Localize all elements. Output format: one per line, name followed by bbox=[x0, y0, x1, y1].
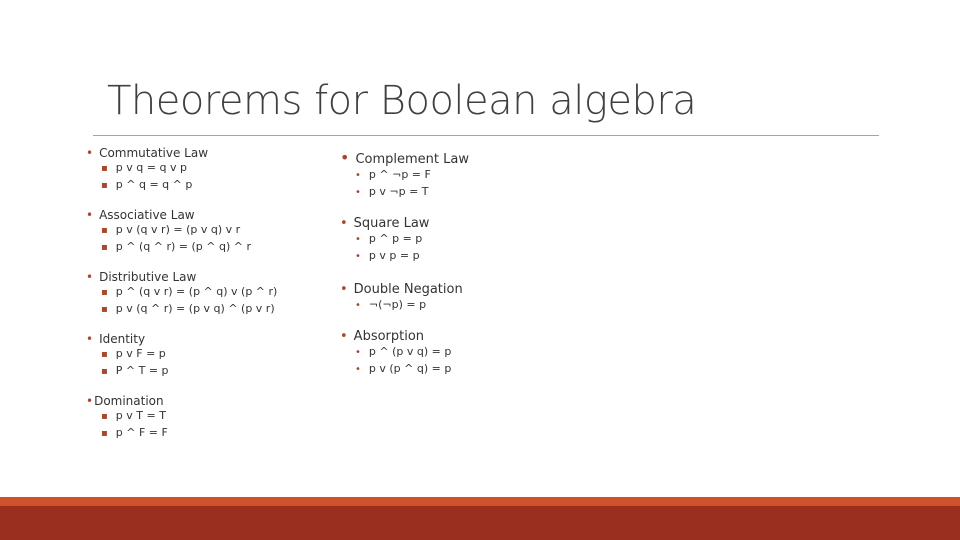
bullet-icon: ▪ bbox=[101, 304, 108, 315]
bullet-icon: • bbox=[355, 187, 361, 198]
bullet-icon: ▪ bbox=[101, 366, 108, 377]
law-absorption bbox=[340, 329, 451, 378]
footer-stripe bbox=[0, 497, 960, 506]
law-item: • ¬(¬p) = p bbox=[355, 298, 427, 311]
bullet-icon: • bbox=[340, 216, 348, 231]
slide-title: Theorems for Boolean algebra bbox=[107, 78, 697, 124]
bullet-icon: ▪ bbox=[101, 287, 108, 298]
footer-bar bbox=[0, 497, 960, 540]
bullet-icon: ▪ bbox=[101, 242, 108, 253]
bullet-icon: ▪ bbox=[101, 428, 108, 439]
law-heading: Domination bbox=[94, 394, 164, 408]
law-item: • p ^ (p v q) = p bbox=[355, 345, 452, 358]
law-heading: Associative Law bbox=[99, 208, 195, 222]
law-item: ▪ p v (q v r) = (p v q) v r bbox=[101, 223, 241, 236]
law-item: ▪ p ^ (q ^ r) = (p ^ q) ^ r bbox=[101, 240, 251, 253]
law-item: • p ^ p = p bbox=[355, 232, 423, 245]
bullet-icon: • bbox=[355, 300, 361, 311]
law-item: • p v ¬p = T bbox=[355, 185, 429, 198]
bullet-icon: • bbox=[355, 364, 361, 375]
law-heading: Absorption bbox=[353, 329, 425, 344]
law-item: ▪ p v T = T bbox=[101, 409, 166, 422]
law-heading: Identity bbox=[99, 332, 146, 346]
law-square bbox=[340, 216, 429, 265]
law-distributive bbox=[86, 270, 277, 318]
law-item: • p v (p ^ q) = p bbox=[355, 362, 452, 375]
bullet-icon: ▪ bbox=[101, 411, 108, 422]
bullet-icon: • bbox=[355, 234, 361, 245]
bullet-icon: • bbox=[86, 146, 94, 160]
bullet-icon: ▪ bbox=[101, 225, 108, 236]
bullet-icon: • bbox=[355, 251, 361, 262]
bullet-icon: ▪ bbox=[101, 180, 108, 191]
law-item: ▪ p ^ q = q ^ p bbox=[101, 178, 193, 191]
bullet-icon: • bbox=[340, 329, 348, 344]
law-item: ▪ p ^ (q v r) = (p ^ q) v (p ^ r) bbox=[101, 285, 278, 298]
law-item: ▪ p ^ F = F bbox=[101, 426, 168, 439]
bullet-icon: • bbox=[86, 208, 94, 222]
bullet-icon: • bbox=[340, 148, 350, 167]
law-heading: Commutative Law bbox=[99, 146, 209, 160]
law-domination bbox=[86, 394, 168, 442]
bullet-icon: • bbox=[86, 332, 94, 346]
bullet-icon: • bbox=[86, 394, 94, 408]
bullet-icon: ▪ bbox=[101, 163, 108, 174]
bullet-icon: • bbox=[340, 282, 348, 297]
law-complement bbox=[340, 148, 469, 201]
law-heading: Complement Law bbox=[355, 152, 469, 167]
title-divider bbox=[93, 135, 879, 136]
law-item: • p v p = p bbox=[355, 249, 420, 262]
law-item: ▪ p v F = p bbox=[101, 347, 166, 360]
bullet-icon: • bbox=[355, 347, 361, 358]
law-item: ▪ p v q = q v p bbox=[101, 161, 187, 174]
law-heading: Distributive Law bbox=[99, 270, 197, 284]
law-commutative bbox=[86, 146, 208, 194]
law-heading: Square Law bbox=[353, 216, 430, 231]
bullet-icon: • bbox=[355, 170, 361, 181]
law-associative bbox=[86, 208, 251, 256]
law-item: ▪ p v (q ^ r) = (p v q) ^ (p v r) bbox=[101, 302, 275, 315]
law-double-negation bbox=[340, 282, 463, 314]
law-item: ▪ P ^ T = p bbox=[101, 364, 169, 377]
law-identity bbox=[86, 332, 169, 380]
bullet-icon: ▪ bbox=[101, 349, 108, 360]
bullet-icon: • bbox=[86, 270, 94, 284]
law-item: • p ^ ¬p = F bbox=[355, 168, 431, 181]
law-heading: Double Negation bbox=[353, 282, 463, 297]
